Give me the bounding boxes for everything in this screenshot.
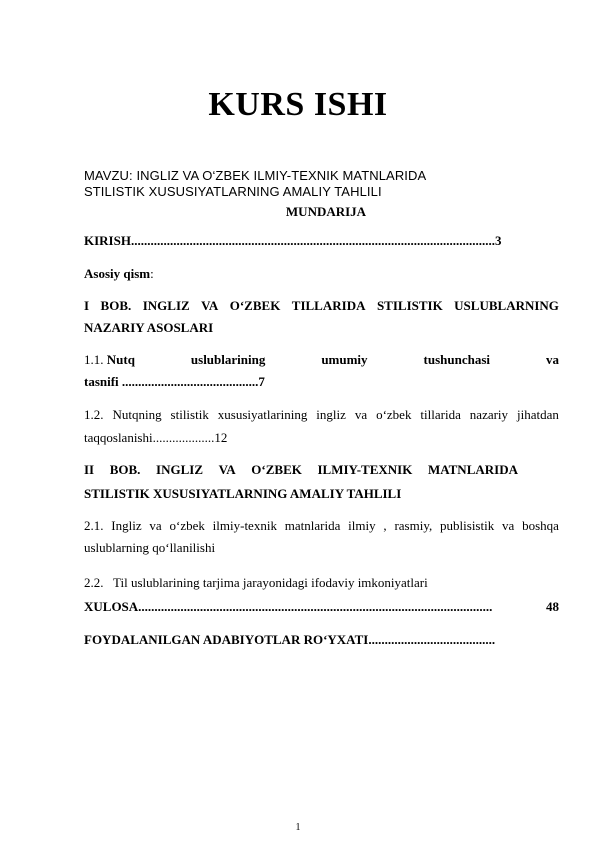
topic-line-1: MAVZU: INGLIZ VA O‘ZBEK ILMIY-TEXNIK MATNLARIDA: [84, 168, 427, 183]
asosiy-colon: :: [150, 266, 154, 281]
bob2-word: INGLIZ: [156, 462, 203, 477]
toc-entry-2-1-line1: [84, 518, 559, 534]
s21-word: boshqa: [522, 518, 559, 533]
s11-word: Nutq: [106, 352, 135, 367]
s12-word: tillarida: [420, 407, 461, 422]
toc-entry-2-1-line2: uslublarning qo‘llanilishi: [84, 540, 216, 555]
bob1-word: I: [84, 298, 90, 313]
s12-word: 1.2.: [84, 407, 104, 422]
toc-entry-1-1-line1: [84, 352, 559, 368]
s12-word: Nutqning: [112, 407, 162, 422]
toc-entry-xulosa: [84, 599, 559, 615]
toc-entry-kirish: KIRISH................................................................................................................3: [84, 233, 502, 248]
toc-entry-1-2-line1: [84, 407, 559, 423]
bob1-word: INGLIZ: [142, 298, 190, 313]
toc-entry-2-2: 2.2. Til uslublarining tarjima jarayonidagi ifodaviy imkoniyatlari: [84, 575, 428, 590]
bob1-word: O‘ZBEK: [229, 298, 281, 313]
bob2-word: BOB.: [109, 462, 141, 477]
bob2-word: VA: [218, 462, 236, 477]
s21-word: rasmiy,: [394, 518, 433, 533]
s21-word: ,: [383, 518, 387, 533]
s12-word: ingliz: [316, 407, 346, 422]
toc-entry-foydalanilgan: FOYDALANILGAN ADABIYOTLAR RO‘YXATI.......................................: [84, 632, 496, 647]
bob1-word: TILLARIDA: [291, 298, 366, 313]
bob2-word: ILMIY-TEXNIK: [317, 462, 413, 477]
asosiy-label: Asosiy qism: [84, 266, 151, 281]
bob2-word: MATNLARIDA: [427, 462, 518, 477]
s12-word: nazariy: [469, 407, 509, 422]
s12-word: stilistik: [170, 407, 209, 422]
page-number: 1: [295, 822, 301, 833]
toc-entry-1-1-line2: tasnifi ..........................................7: [84, 374, 265, 389]
bob1-word: USLUBLARNING: [454, 298, 559, 313]
s21-word: va: [502, 518, 515, 533]
s21-word: Ingliz: [111, 518, 142, 533]
s12-word: jihatdan: [517, 407, 559, 422]
xulosa-label: XULOSA.............................................................................................................: [84, 599, 493, 614]
s11-word: umumiy: [321, 352, 368, 367]
bob1-word: BOB.: [100, 298, 132, 313]
toc-heading: MUNDARIJA: [285, 204, 367, 219]
toc-entry-1-2-line2: taqqoslanishi...................12: [84, 430, 228, 445]
toc-entry-bob2-line2: STILISTIK XUSUSIYATLARNING AMALIY TAHLILI: [84, 486, 402, 501]
bob1-word: VA: [201, 298, 219, 313]
s21-word: matnlarida: [284, 518, 341, 533]
s21-word: ilmiy: [348, 518, 376, 533]
s12-word: va: [354, 407, 368, 422]
topic-line-2: STILISTIK XUSUSIYATLARNING AMALIY TAHLILI: [84, 184, 382, 199]
s12-word: o‘zbek: [376, 407, 412, 422]
document-title: KURS ISHI: [208, 86, 388, 123]
s21-word: ilmiy-texnik: [212, 518, 277, 533]
section-1-1-title: [84, 352, 135, 368]
xulosa-page: 48: [546, 599, 559, 614]
s11-word: tushunchasi: [423, 352, 490, 367]
s11-word: uslublarining: [190, 352, 266, 367]
toc-entry-bob1-line2: NAZARIY ASOSLARI: [84, 320, 214, 335]
section-number: 1.1.: [84, 352, 104, 367]
toc-entry-bob1-line1: [84, 298, 559, 314]
bob1-word: STILISTIK: [376, 298, 443, 313]
s11-word: va: [545, 352, 559, 367]
toc-entry-asosiy: [84, 266, 559, 282]
bob2-word: II: [84, 462, 95, 477]
s21-word: publisistik: [440, 518, 495, 533]
toc-entry-bob2-line1: [84, 462, 518, 478]
s21-word: va: [149, 518, 162, 533]
s21-word: 2.1.: [84, 518, 104, 533]
s12-word: xususiyatlarining: [217, 407, 308, 422]
bob2-word: O‘ZBEK: [251, 462, 302, 477]
s21-word: o‘zbek: [169, 518, 205, 533]
